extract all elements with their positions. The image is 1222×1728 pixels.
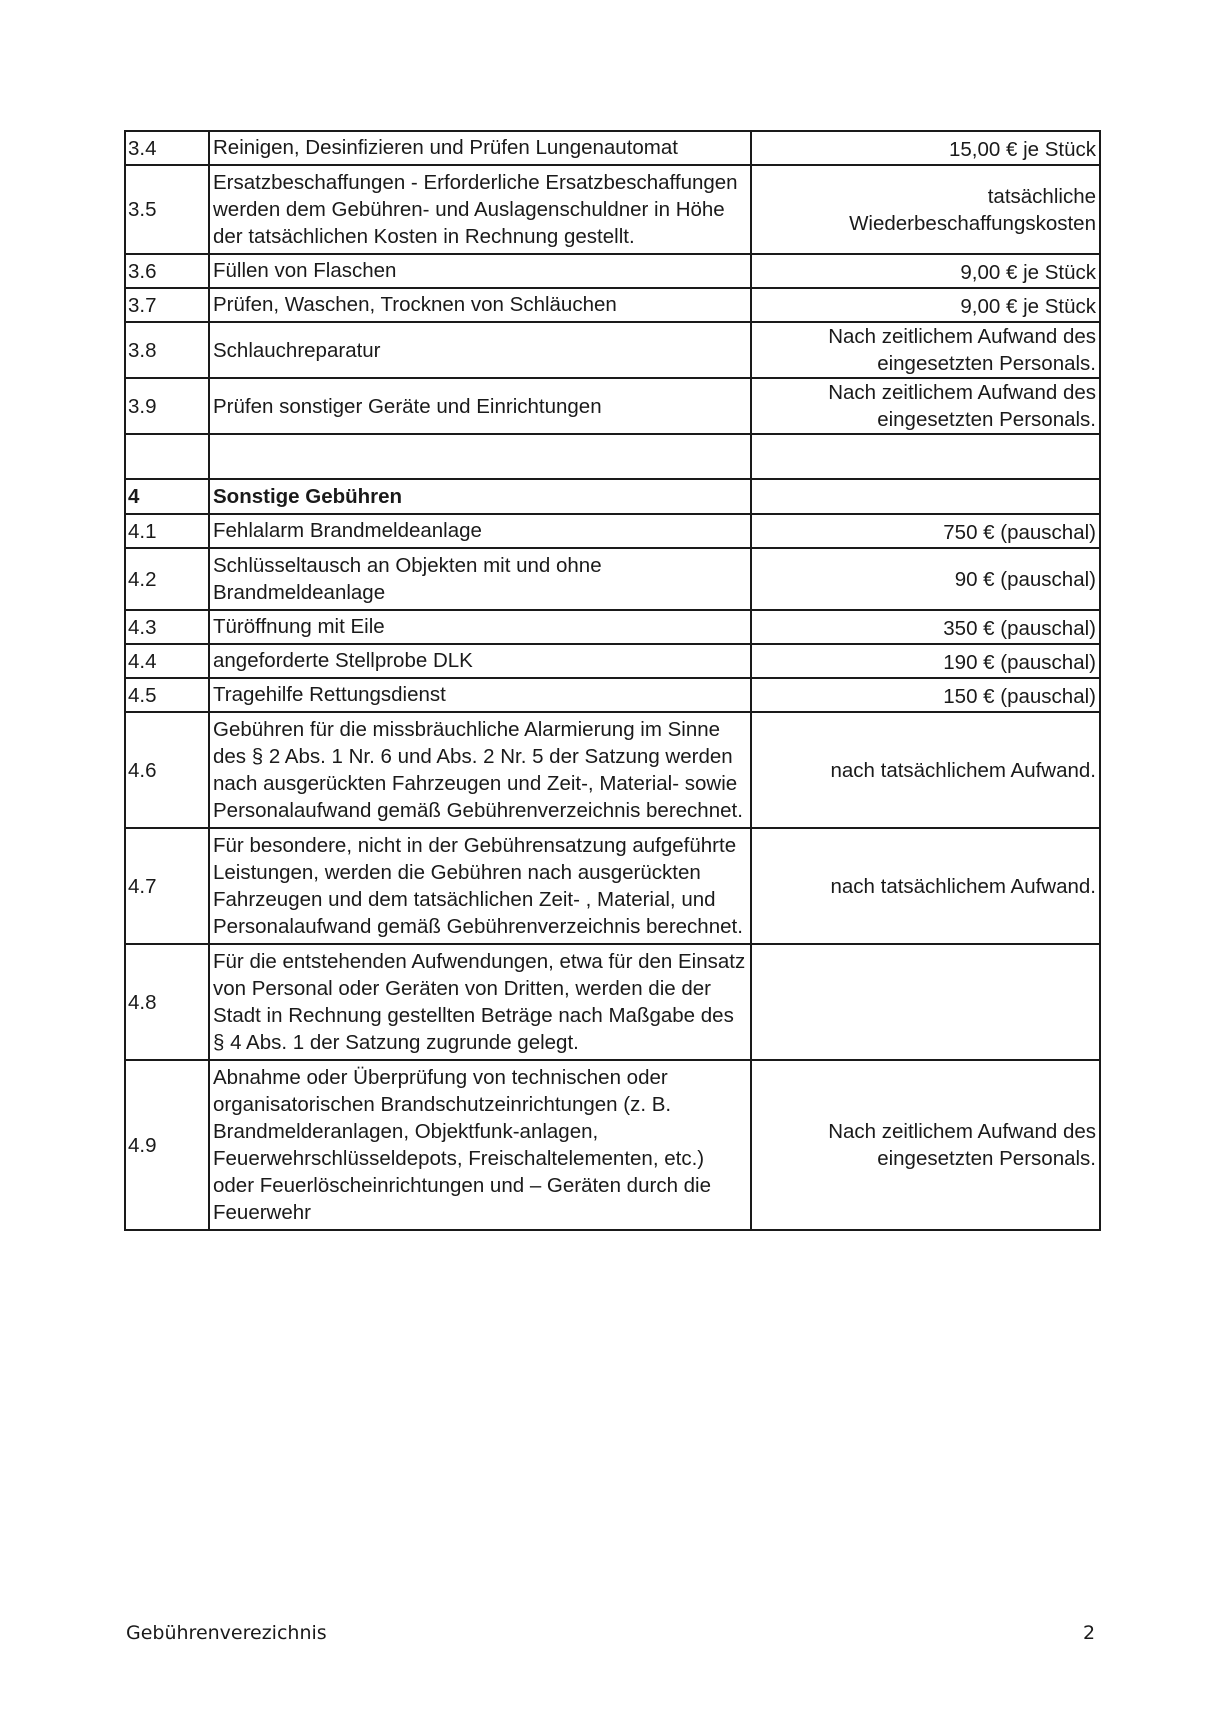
item-description: Schlauchreparatur — [209, 322, 751, 378]
table-row — [125, 548, 1100, 610]
table-row — [125, 254, 1100, 288]
table-row — [125, 644, 1100, 678]
item-description: Ersatzbeschaffungen - Erforderliche Ersatzbeschaffungen werden dem Gebühren- und Auslagenschuldner in Höhe der tatsächlichen Kosten in Rechnung gestellt. — [209, 165, 751, 254]
table-row — [125, 514, 1100, 548]
item-description — [209, 434, 751, 479]
table-row — [125, 610, 1100, 644]
item-description: Prüfen, Waschen, Trocknen von Schläuchen — [209, 288, 751, 322]
item-fee: 9,00 € je Stück — [751, 288, 1100, 322]
item-number: 4.2 — [125, 548, 209, 610]
section-number: 4 — [125, 479, 209, 514]
table-row — [125, 1060, 1100, 1230]
section-heading-row — [125, 479, 1100, 514]
table-row — [125, 165, 1100, 254]
item-number: 4.9 — [125, 1060, 209, 1230]
item-number: 3.8 — [125, 322, 209, 378]
item-number: 3.4 — [125, 131, 209, 165]
item-description: angeforderte Stellprobe DLK — [209, 644, 751, 678]
item-number: 3.6 — [125, 254, 209, 288]
item-fee: 15,00 € je Stück — [751, 131, 1100, 165]
item-description: Fehlalarm Brandmeldeanlage — [209, 514, 751, 548]
item-number: 4.8 — [125, 944, 209, 1060]
item-number — [125, 434, 209, 479]
item-fee: Nach zeitlichem Aufwand des eingesetzten Personals. — [751, 378, 1100, 434]
table-row — [125, 288, 1100, 322]
item-fee: tatsächliche Wiederbeschaffungskosten — [751, 165, 1100, 254]
section-title: Sonstige Gebühren — [209, 479, 751, 514]
table-row — [125, 944, 1100, 1060]
table-row — [125, 131, 1100, 165]
item-number: 4.6 — [125, 712, 209, 828]
item-number: 4.4 — [125, 644, 209, 678]
item-fee — [751, 479, 1100, 514]
fee-table — [124, 130, 1101, 1231]
table-row — [125, 378, 1100, 434]
item-fee: 190 € (pauschal) — [751, 644, 1100, 678]
item-fee: 90 € (pauschal) — [751, 548, 1100, 610]
item-number: 4.3 — [125, 610, 209, 644]
item-number: 4.1 — [125, 514, 209, 548]
item-fee: 350 € (pauschal) — [751, 610, 1100, 644]
item-description: Gebühren für die missbräuchliche Alarmierung im Sinne des § 2 Abs. 1 Nr. 6 und Abs. 2 Nr. 5 der Satzung werden nach ausgerückten Fahrzeugen und Zeit-, Material- sowie Personalaufwand gemäß Gebührenverzeichnis berechnet. — [209, 712, 751, 828]
table-row — [125, 322, 1100, 378]
item-description: Türöffnung mit Eile — [209, 610, 751, 644]
item-fee: 9,00 € je Stück — [751, 254, 1100, 288]
footer-document-title: Gebührenverezichnis — [126, 1622, 327, 1644]
item-fee: Nach zeitlichem Aufwand des eingesetzten Personals. — [751, 322, 1100, 378]
item-fee: 750 € (pauschal) — [751, 514, 1100, 548]
item-description: Schlüsseltausch an Objekten mit und ohne Brandmeldeanlage — [209, 548, 751, 610]
item-description: Reinigen, Desinfizieren und Prüfen Lungenautomat — [209, 131, 751, 165]
item-number: 3.9 — [125, 378, 209, 434]
item-number: 4.5 — [125, 678, 209, 712]
item-description: Für besondere, nicht in der Gebührensatzung aufgeführte Leistungen, werden die Gebühren nach ausgerückten Fahrzeugen und dem tatsächlichen Zeit- , Material, und Personalaufwand gemäß Gebührenverzeichnis berechnet. — [209, 828, 751, 944]
item-fee: 150 € (pauschal) — [751, 678, 1100, 712]
item-fee: nach tatsächlichem Aufwand. — [751, 712, 1100, 828]
table-row — [125, 828, 1100, 944]
item-description: Prüfen sonstiger Geräte und Einrichtungen — [209, 378, 751, 434]
item-fee: Nach zeitlichem Aufwand des eingesetzten Personals. — [751, 1060, 1100, 1230]
item-description: Abnahme oder Überprüfung von technischen oder organisatorischen Brandschutzeinrichtungen (z. B. Brandmelderanlagen, Objektfunk-anlagen, Feuerwehrschlüsseldepots, Freischaltelementen, etc.) oder Feuerlöscheinrichtungen und – Geräten durch die Feuerwehr — [209, 1060, 751, 1230]
table-row — [125, 712, 1100, 828]
item-number: 4.7 — [125, 828, 209, 944]
item-description: Füllen von Flaschen — [209, 254, 751, 288]
table-row — [125, 678, 1100, 712]
item-number: 3.7 — [125, 288, 209, 322]
footer-page-number: 2 — [1083, 1622, 1096, 1644]
item-fee — [751, 944, 1100, 1060]
table-row — [125, 434, 1100, 479]
item-description: Für die entstehenden Aufwendungen, etwa für den Einsatz von Personal oder Geräten von Dritten, werden die der Stadt in Rechnung gestellten Beträge nach Maßgabe des § 4 Abs. 1 der Satzung zugrunde gelegt. — [209, 944, 751, 1060]
item-description: Tragehilfe Rettungsdienst — [209, 678, 751, 712]
item-fee — [751, 434, 1100, 479]
item-number: 3.5 — [125, 165, 209, 254]
item-fee: nach tatsächlichem Aufwand. — [751, 828, 1100, 944]
